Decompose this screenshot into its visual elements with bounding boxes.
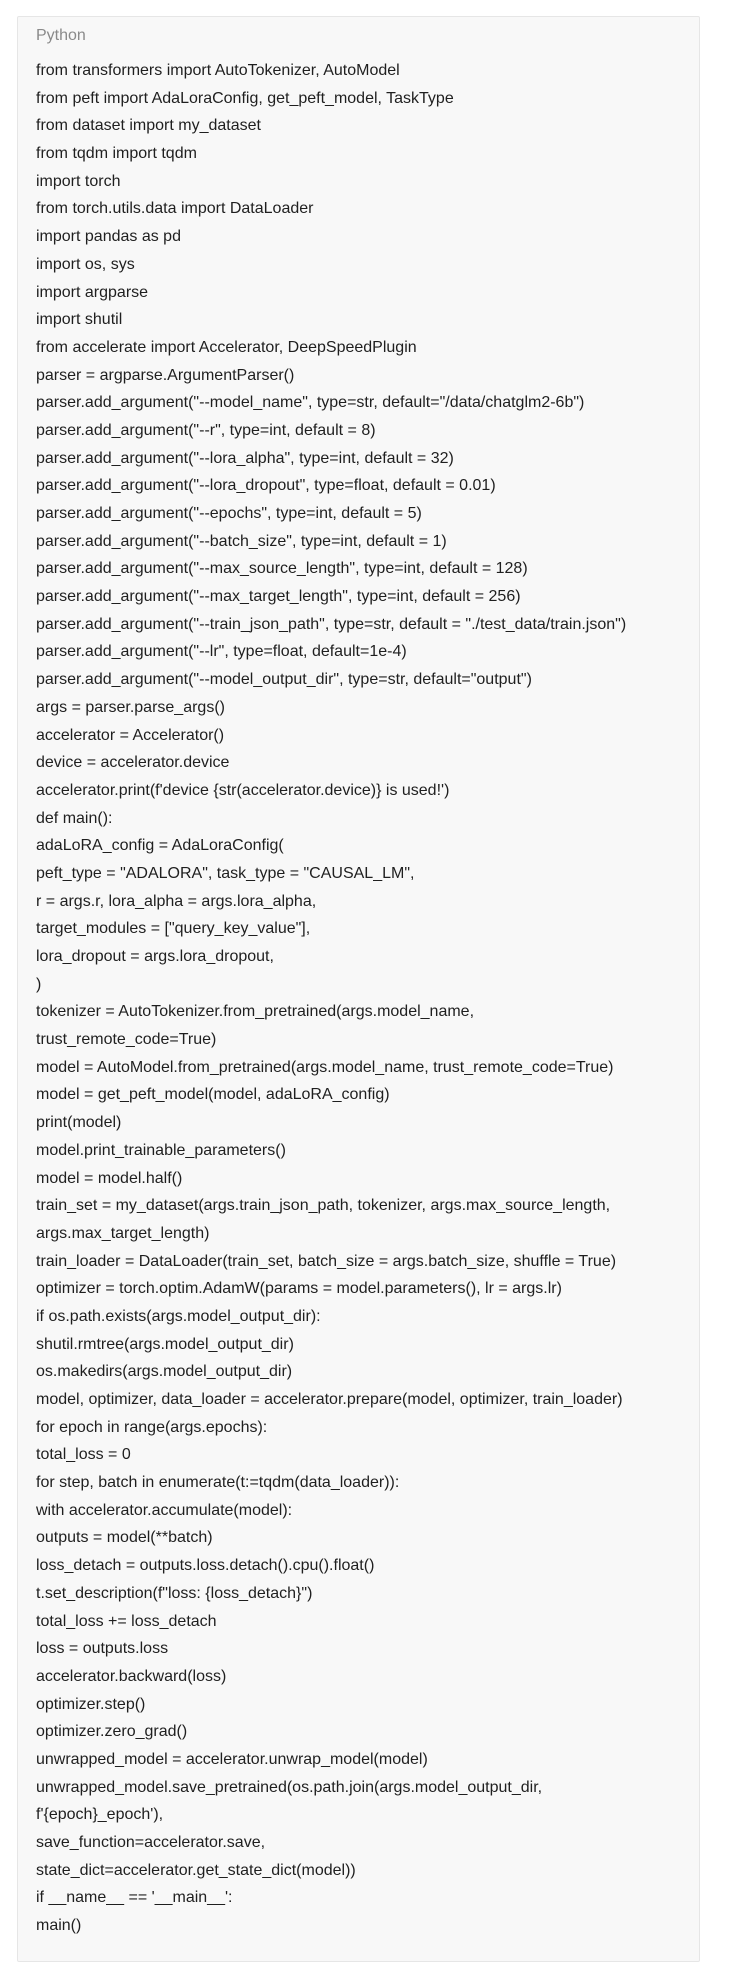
code-line: if __name__ == '__main__': xyxy=(36,1889,233,1907)
code-line: parser.add_argument("--model_output_dir", type=str, default="output") xyxy=(36,671,532,689)
code-line: parser.add_argument("--epochs", type=int, default = 5) xyxy=(36,505,422,522)
code-line: args.max_target_length) xyxy=(36,1224,210,1242)
code-line: from dataset import my_dataset xyxy=(36,117,261,135)
code-line: ) xyxy=(36,975,42,993)
code-line: model = model.half() xyxy=(36,1169,183,1187)
code-line: device = accelerator.device xyxy=(36,754,230,772)
code-line: for epoch in range(args.epochs): xyxy=(36,1418,268,1436)
code-line: peft_type = "ADALORA", task_type = "CAUSAL_LM", xyxy=(36,864,415,882)
code-line: from torch.utils.data import DataLoader xyxy=(36,200,314,218)
code-line: parser.add_argument("--lr", type=float, default=1e-4) xyxy=(36,643,407,661)
code-line: parser.add_argument("--max_target_length", type=int, default = 256) xyxy=(36,588,521,606)
code-line: parser.add_argument("--r", type=int, default = 8) xyxy=(36,421,376,439)
code-line: os.makedirs(args.model_output_dir) xyxy=(36,1363,293,1381)
code-line: for step, batch in enumerate(t:=tqdm(data_loader)): xyxy=(36,1474,400,1492)
code-line: tokenizer = AutoTokenizer.from_pretrained(args.model_name, xyxy=(36,1003,475,1021)
code-line: unwrapped_model = accelerator.unwrap_model(model) xyxy=(36,1750,428,1768)
code-line: parser.add_argument("--max_source_length", type=int, default = 128) xyxy=(36,560,528,578)
code-line: f'{epoch}_epoch'), xyxy=(36,1806,164,1824)
code-line: model, optimizer, data_loader = accelerator.prepare(model, optimizer, train_loader) xyxy=(36,1391,623,1408)
code-line: parser = argparse.ArgumentParser() xyxy=(36,366,295,384)
code-line: save_function=accelerator.save, xyxy=(36,1834,266,1851)
code-line: train_set = my_dataset(args.train_json_path, tokenizer, args.max_source_length, xyxy=(36,1197,611,1215)
code-line: parser.add_argument("--lora_dropout", type=float, default = 0.01) xyxy=(36,477,496,495)
code-line: from accelerate import Accelerator, DeepSpeedPlugin xyxy=(36,338,417,356)
code-line: trust_remote_code=True) xyxy=(36,1031,217,1049)
code-line: with accelerator.accumulate(model): xyxy=(36,1501,293,1519)
code-line: adaLoRA_config = AdaLoraConfig( xyxy=(36,837,284,855)
code-line: from peft import AdaLoraConfig, get_peft_model, TaskType xyxy=(36,89,454,107)
code-line: print(model) xyxy=(36,1114,122,1132)
code-line: import shutil xyxy=(36,311,123,329)
code-line: parser.add_argument("--train_json_path", type=str, default = "./test_data/train.json") xyxy=(36,615,627,633)
code-line: t.set_description(f"loss: {loss_detach}") xyxy=(36,1584,313,1602)
code-line: total_loss = 0 xyxy=(36,1446,131,1464)
code-line: parser.add_argument("--lora_alpha", type=int, default = 32) xyxy=(36,449,454,467)
code-line: import os, sys xyxy=(36,255,135,273)
code-line: import argparse xyxy=(36,283,149,301)
code-line: model.print_trainable_parameters() xyxy=(36,1141,286,1159)
code-line: optimizer.zero_grad() xyxy=(36,1723,188,1741)
code-line: lora_dropout = args.lora_dropout, xyxy=(36,948,274,965)
code-line: accelerator.backward(loss) xyxy=(36,1667,227,1685)
code-line: r = args.r, lora_alpha = args.lora_alpha, xyxy=(36,892,317,910)
code-line: parser.add_argument("--model_name", type=str, default="/data/chatglm2-6b") xyxy=(36,394,585,412)
code-line: model = get_peft_model(model, adaLoRA_config) xyxy=(36,1086,390,1104)
code-line: optimizer.step() xyxy=(36,1695,146,1713)
code-line: model = AutoModel.from_pretrained(args.model_name, trust_remote_code=True) xyxy=(36,1058,614,1076)
code-line: def main(): xyxy=(36,809,113,827)
code-block xyxy=(17,16,700,1962)
code-line: args = parser.parse_args() xyxy=(36,698,225,716)
code-line: if os.path.exists(args.model_output_dir): xyxy=(36,1307,321,1325)
code-line: shutil.rmtree(args.model_output_dir) xyxy=(36,1335,294,1353)
code-line: train_loader = DataLoader(train_set, batch_size = args.batch_size, shuffle = True) xyxy=(36,1252,617,1270)
code-lines xyxy=(36,57,693,1940)
code-line: outputs = model(**batch) xyxy=(36,1529,213,1547)
code-line: target_modules = ["query_key_value"], xyxy=(36,920,311,938)
code-line: from tqdm import tqdm xyxy=(36,145,197,163)
code-line: accelerator = Accelerator() xyxy=(36,726,225,744)
code-line: optimizer = torch.optim.AdamW(params = model.parameters(), lr = args.lr) xyxy=(36,1280,562,1298)
code-line: state_dict=accelerator.get_state_dict(model)) xyxy=(36,1861,356,1879)
code-line: total_loss += loss_detach xyxy=(36,1612,217,1630)
code-line: parser.add_argument("--batch_size", type=int, default = 1) xyxy=(36,532,447,550)
code-line: loss_detach = outputs.loss.detach().cpu().float() xyxy=(36,1557,375,1575)
code-language-label: Python xyxy=(36,27,86,44)
code-line: loss = outputs.loss xyxy=(36,1640,169,1658)
code-line: unwrapped_model.save_pretrained(os.path.join(args.model_output_dir, xyxy=(36,1778,543,1796)
code-line: main() xyxy=(36,1917,82,1935)
code-line: from transformers import AutoTokenizer, AutoModel xyxy=(36,62,400,79)
code-line: accelerator.print(f'device {str(accelerator.device)} is used!') xyxy=(36,781,450,799)
code-line: import torch xyxy=(36,172,121,190)
code-line: import pandas as pd xyxy=(36,228,181,246)
